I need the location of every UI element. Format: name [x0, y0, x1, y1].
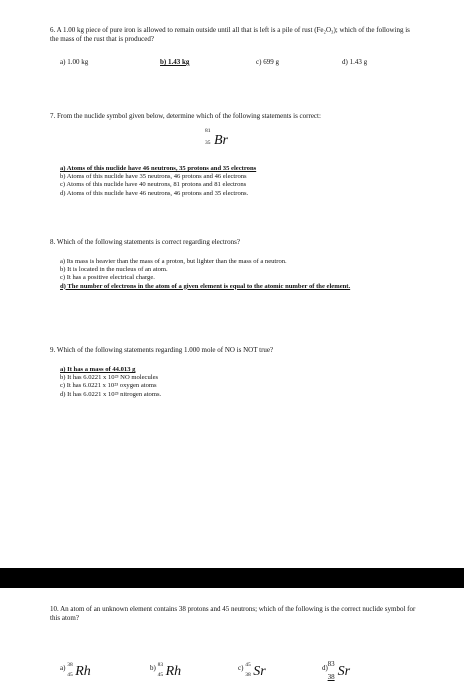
question-9 — [50, 346, 420, 355]
question-7-option-c: c) Atoms of this nuclide have 40 neutrons, 81 protons and 81 electrons — [60, 181, 247, 189]
question-7-nuclide-symbol — [205, 128, 228, 149]
question-10-choice-d-label: d) — [322, 664, 328, 672]
question-7 — [50, 112, 420, 121]
question-10-choice-a-mass: 38 — [67, 662, 73, 668]
question-10-choice-d-element: Sr — [337, 664, 351, 679]
question-8-options — [60, 258, 405, 291]
question-6 — [50, 26, 420, 44]
question-7-atomic-number: 35 — [205, 140, 211, 146]
question-8-option-a: a) Its mass is heavier than the mass of a proton, but lighter than the mass of a neutron. — [60, 258, 287, 265]
document-page-2 — [0, 588, 464, 700]
question-6-option-c: c) 699 g — [256, 58, 279, 66]
question-6-option-a: a) 1.00 kg — [60, 58, 89, 66]
question-7-mass-number: 81 — [205, 128, 211, 134]
question-9-text: Which of the following statements regarding 1.000 mole of NO is NOT true? — [56, 346, 274, 354]
question-6-option-b: b) 1.43 kg — [160, 58, 190, 66]
question-7-options — [60, 165, 400, 198]
question-10-choice-b-element: Rh — [165, 664, 182, 679]
question-9-options — [60, 366, 400, 399]
question-10-choice-c — [238, 664, 266, 680]
question-10-choice-b — [150, 664, 181, 680]
question-10-choice-b-label: b) — [150, 664, 156, 672]
question-8-number: 8. — [50, 238, 56, 246]
question-8-option-c: c) It has a positive electrical charge. — [60, 274, 155, 282]
question-8 — [50, 238, 420, 247]
question-7-option-d: d) Atoms of this nuclide have 46 neutrons, 46 protons and 35 electrons. — [60, 189, 249, 197]
question-10-choice-a — [60, 664, 91, 680]
question-8-option-b: b) It is located in the nucleus of an atom. — [60, 266, 168, 274]
question-10-choice-d — [322, 660, 351, 681]
question-9-option-d: d) It has 6.0221 x 10²³ nitrogen atoms. — [60, 390, 162, 398]
question-10-choice-d-atomic: 38 — [327, 673, 335, 681]
page-separator — [0, 568, 464, 588]
question-10 — [50, 605, 420, 623]
question-9-option-c: c) It has 6.0221 x 10²³ oxygen atoms — [60, 382, 157, 390]
question-6-text: A 1.00 kg piece of pure iron is allowed to remain outside until all that is left is a pile of rust (Fe₂O₃); which of the following is the mass of the rust that is produced? — [50, 26, 410, 43]
question-9-number: 9. — [50, 346, 56, 354]
question-10-text: An atom of an unknown element contains 38 protons and 45 neutrons; which of the following is the correct nuclide symbol for this atom? — [50, 605, 416, 622]
question-10-choice-a-element: Rh — [75, 664, 91, 679]
question-7-number: 7. — [50, 112, 56, 120]
question-7-option-a: a) Atoms of this nuclide have 46 neutrons, 35 protons and 35 electrons — [60, 165, 257, 172]
question-8-option-d: d) The number of electrons in the atom of a given element is equal to the atomic number of the element. — [60, 282, 351, 290]
question-9-option-a: a) It has a mass of 44.013 g — [60, 366, 136, 373]
question-7-option-b: b) Atoms of this nuclide have 35 neutrons, 46 protons and 46 electrons — [60, 173, 247, 181]
question-10-choice-d-mass: 83 — [327, 660, 335, 668]
question-10-choice-c-element: Sr — [253, 664, 266, 679]
question-10-choice-a-atomic: 45 — [67, 672, 73, 678]
question-10-choice-c-mass: 45 — [245, 662, 251, 668]
question-8-text: Which of the following statements is correct regarding electrons? — [56, 238, 240, 246]
question-10-number: 10. — [50, 605, 59, 613]
question-6-number: 6. — [50, 26, 56, 34]
question-10-choice-c-label: c) — [238, 664, 244, 672]
question-7-text: From the nuclide symbol given below, determine which of the following statements is correct: — [57, 112, 321, 120]
question-7-element: Br — [214, 133, 228, 148]
question-10-choice-c-atomic: 38 — [245, 672, 251, 678]
question-10-choice-a-label: a) — [60, 664, 66, 672]
question-10-choice-b-atomic: 45 — [157, 672, 164, 678]
question-9-option-b: b) It has 6.0221 x 10²³ NO molecules — [60, 374, 159, 382]
question-10-choice-b-mass: 83 — [157, 662, 164, 668]
question-6-option-d: d) 1.43 g — [342, 58, 368, 66]
